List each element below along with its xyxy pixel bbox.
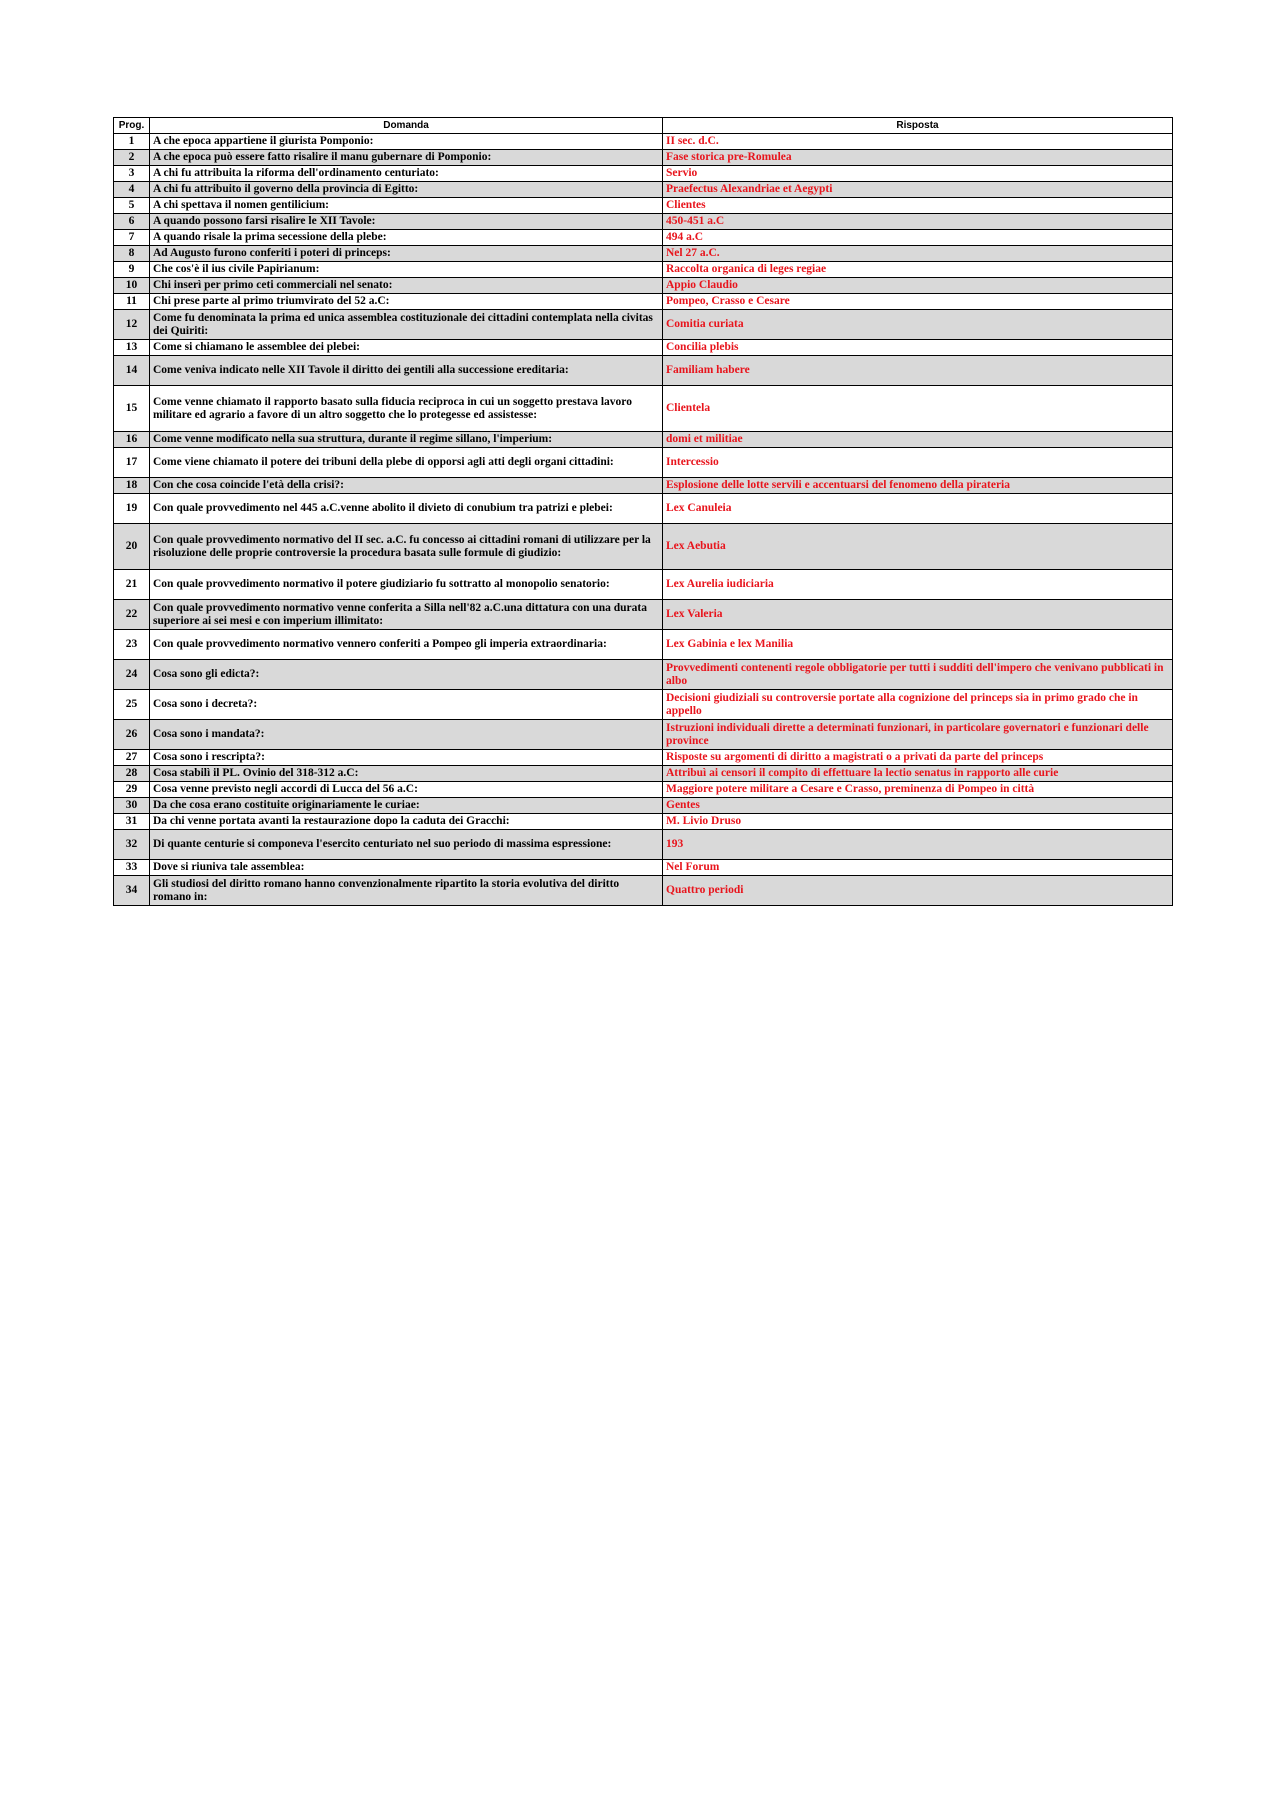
table-row (114, 150, 1173, 166)
answer-cell: 494 a.C (663, 230, 1173, 246)
question-cell: Cosa sono i decreta?: (150, 690, 663, 720)
prog-cell: 2 (114, 150, 150, 166)
prog-cell: 23 (114, 630, 150, 660)
prog-cell: 13 (114, 340, 150, 356)
question-cell: Come viene chiamato il potere dei tribuni della plebe di opporsi agli atti degli organi cittadini: (150, 448, 663, 478)
answer-cell: Clientela (663, 386, 1173, 432)
answer-cell: Servio (663, 166, 1173, 182)
answer-cell: Lex Aurelia iudiciaria (663, 570, 1173, 600)
answer-cell: 193 (663, 830, 1173, 860)
table-row (114, 246, 1173, 262)
table-row (114, 782, 1173, 798)
question-cell: Chi prese parte al primo triumvirato del 52 a.C: (150, 294, 663, 310)
prog-cell: 27 (114, 750, 150, 766)
answer-cell: Familiam habere (663, 356, 1173, 386)
question-cell: Con quale provvedimento normativo il potere giudiziario fu sottratto al monopolio senatorio: (150, 570, 663, 600)
table-row (114, 198, 1173, 214)
question-cell: A chi fu attribuita la riforma dell'ordinamento centuriato: (150, 166, 663, 182)
table-row (114, 432, 1173, 448)
prog-cell: 30 (114, 798, 150, 814)
prog-cell: 11 (114, 294, 150, 310)
question-cell: Con che cosa coincide l'età della crisi?: (150, 478, 663, 494)
table-row (114, 340, 1173, 356)
answer-cell: Lex Gabinia e lex Manilia (663, 630, 1173, 660)
answer-cell: Gentes (663, 798, 1173, 814)
prog-cell: 18 (114, 478, 150, 494)
answer-cell: Clientes (663, 198, 1173, 214)
answer-cell: Lex Aebutia (663, 524, 1173, 570)
prog-cell: 7 (114, 230, 150, 246)
table-row (114, 690, 1173, 720)
table-row (114, 630, 1173, 660)
prog-cell: 3 (114, 166, 150, 182)
table-row (114, 448, 1173, 478)
answer-cell: Nel Forum (663, 860, 1173, 876)
question-cell: A quando possono farsi risalire le XII Tavole: (150, 214, 663, 230)
answer-cell: Praefectus Alexandriae et Aegypti (663, 182, 1173, 198)
table-row (114, 182, 1173, 198)
table-row (114, 294, 1173, 310)
table-row (114, 310, 1173, 340)
prog-cell: 25 (114, 690, 150, 720)
prog-cell: 29 (114, 782, 150, 798)
table-row (114, 494, 1173, 524)
question-cell: Di quante centurie si componeva l'esercito centuriato nel suo periodo di massima espressione: (150, 830, 663, 860)
answer-cell: Concilia plebis (663, 340, 1173, 356)
prog-cell: 26 (114, 720, 150, 750)
prog-cell: 6 (114, 214, 150, 230)
prog-cell: 16 (114, 432, 150, 448)
prog-cell: 19 (114, 494, 150, 524)
table-row (114, 798, 1173, 814)
table-row (114, 600, 1173, 630)
prog-cell: 34 (114, 876, 150, 906)
question-cell: Chi inserì per primo ceti commerciali nel senato: (150, 278, 663, 294)
answer-cell: Provvedimenti contenenti regole obbligatorie per tutti i sudditi dell'impero che venivano pubblicati in albo (663, 660, 1173, 690)
table-row (114, 814, 1173, 830)
prog-cell: 24 (114, 660, 150, 690)
table-row (114, 766, 1173, 782)
answer-cell: 450-451 a.C (663, 214, 1173, 230)
prog-cell: 28 (114, 766, 150, 782)
answer-cell: Esplosione delle lotte servili e accentuarsi del fenomeno della pirateria (663, 478, 1173, 494)
answer-cell: M. Livio Druso (663, 814, 1173, 830)
prog-cell: 20 (114, 524, 150, 570)
answer-cell: Istruzioni individuali dirette a determinati funzionari, in particolare governatori e funzionari delle province (663, 720, 1173, 750)
question-cell: Cosa venne previsto negli accordi di Lucca del 56 a.C: (150, 782, 663, 798)
prog-cell: 12 (114, 310, 150, 340)
table-row (114, 876, 1173, 906)
prog-cell: 21 (114, 570, 150, 600)
header-prog: Prog. (114, 118, 150, 134)
question-cell: Come si chiamano le assemblee dei plebei: (150, 340, 663, 356)
question-cell: A chi fu attribuito il governo della provincia di Egitto: (150, 182, 663, 198)
prog-cell: 5 (114, 198, 150, 214)
answer-cell: Nel 27 a.C. (663, 246, 1173, 262)
prog-cell: 9 (114, 262, 150, 278)
header-risposta: Risposta (663, 118, 1173, 134)
question-cell: Che cos'è il ius civile Papirianum: (150, 262, 663, 278)
answer-cell: Lex Canuleia (663, 494, 1173, 524)
answer-cell: Quattro periodi (663, 876, 1173, 906)
prog-cell: 8 (114, 246, 150, 262)
answer-cell: Attribuì ai censori il compito di effettuare la lectio senatus in rapporto alle curie (663, 766, 1173, 782)
question-cell: Cosa sono i mandata?: (150, 720, 663, 750)
question-cell: Cosa stabilì il PL. Ovinio del 318-312 a.C: (150, 766, 663, 782)
table-row (114, 570, 1173, 600)
question-cell: A che epoca può essere fatto risalire il manu gubernare di Pomponio: (150, 150, 663, 166)
answer-cell: domi et militiae (663, 432, 1173, 448)
table-row (114, 262, 1173, 278)
table-row (114, 720, 1173, 750)
question-cell: Come veniva indicato nelle XII Tavole il diritto dei gentili alla successione ereditaria: (150, 356, 663, 386)
question-cell: Dove si riuniva tale assemblea: (150, 860, 663, 876)
question-cell: Come venne chiamato il rapporto basato sulla fiducia reciproca in cui un soggetto prestava lavoro militare ed agrario a favore di un altro soggetto che lo protegesse ed assistesse: (150, 386, 663, 432)
answer-cell: Risposte su argomenti di diritto a magistrati o a privati da parte del princeps (663, 750, 1173, 766)
table-row (114, 166, 1173, 182)
question-cell: Ad Augusto furono conferiti i poteri di princeps: (150, 246, 663, 262)
header-domanda: Domanda (150, 118, 663, 134)
table-row (114, 524, 1173, 570)
table-row (114, 230, 1173, 246)
prog-cell: 1 (114, 134, 150, 150)
answer-cell: Comitia curiata (663, 310, 1173, 340)
prog-cell: 31 (114, 814, 150, 830)
table-row (114, 356, 1173, 386)
question-cell: Come fu denominata la prima ed unica assemblea costituzionale dei cittadini contemplata nella civitas dei Quiriti: (150, 310, 663, 340)
table-row (114, 860, 1173, 876)
prog-cell: 4 (114, 182, 150, 198)
question-cell: Da chi venne portata avanti la restaurazione dopo la caduta dei Gracchi: (150, 814, 663, 830)
answer-cell: Fase storica pre-Romulea (663, 150, 1173, 166)
answer-cell: Decisioni giudiziali su controversie portate alla cognizione del princeps sia in primo grado che in appello (663, 690, 1173, 720)
answer-cell: Lex Valeria (663, 600, 1173, 630)
prog-cell: 15 (114, 386, 150, 432)
table-row (114, 214, 1173, 230)
prog-cell: 32 (114, 830, 150, 860)
table-body (114, 134, 1173, 906)
table-row (114, 386, 1173, 432)
question-cell: Come venne modificato nella sua struttura, durante il regime sillano, l'imperium: (150, 432, 663, 448)
answer-cell: Pompeo, Crasso e Cesare (663, 294, 1173, 310)
prog-cell: 17 (114, 448, 150, 478)
question-cell: Con quale provvedimento normativo del II sec. a.C. fu concesso ai cittadini romani di utilizzare per la risoluzione delle proprie controversie la procedura basata sulle formule di giudizio: (150, 524, 663, 570)
table-row (114, 750, 1173, 766)
prog-cell: 22 (114, 600, 150, 630)
question-cell: Con quale provvedimento normativo venne conferita a Silla nell'82 a.C.una dittatura con una durata superiore ai sei mesi e con imperium illimitato: (150, 600, 663, 630)
answer-cell: II sec. d.C. (663, 134, 1173, 150)
question-cell: Cosa sono i rescripta?: (150, 750, 663, 766)
question-cell: Da che cosa erano costituite originariamente le curiae: (150, 798, 663, 814)
question-cell: Con quale provvedimento nel 445 a.C.venne abolito il divieto di conubium tra patrizi e plebei: (150, 494, 663, 524)
prog-cell: 33 (114, 860, 150, 876)
question-cell: Gli studiosi del diritto romano hanno convenzionalmente ripartito la storia evolutiva del diritto romano in: (150, 876, 663, 906)
question-cell: A quando risale la prima secessione della plebe: (150, 230, 663, 246)
question-cell: Cosa sono gli edicta?: (150, 660, 663, 690)
header-row (114, 118, 1173, 134)
prog-cell: 14 (114, 356, 150, 386)
prog-cell: 10 (114, 278, 150, 294)
qa-table (113, 117, 1173, 906)
table-row (114, 830, 1173, 860)
answer-cell: Maggiore potere militare a Cesare e Crasso, preminenza di Pompeo in città (663, 782, 1173, 798)
table-row (114, 660, 1173, 690)
answer-cell: Intercessio (663, 448, 1173, 478)
answer-cell: Raccolta organica di leges regiae (663, 262, 1173, 278)
table-row (114, 278, 1173, 294)
answer-cell: Appio Claudio (663, 278, 1173, 294)
question-cell: A che epoca appartiene il giurista Pomponio: (150, 134, 663, 150)
table-row (114, 478, 1173, 494)
question-cell: Con quale provvedimento normativo vennero conferiti a Pompeo gli imperia extraordinaria: (150, 630, 663, 660)
table-row (114, 134, 1173, 150)
question-cell: A chi spettava il nomen gentilicium: (150, 198, 663, 214)
